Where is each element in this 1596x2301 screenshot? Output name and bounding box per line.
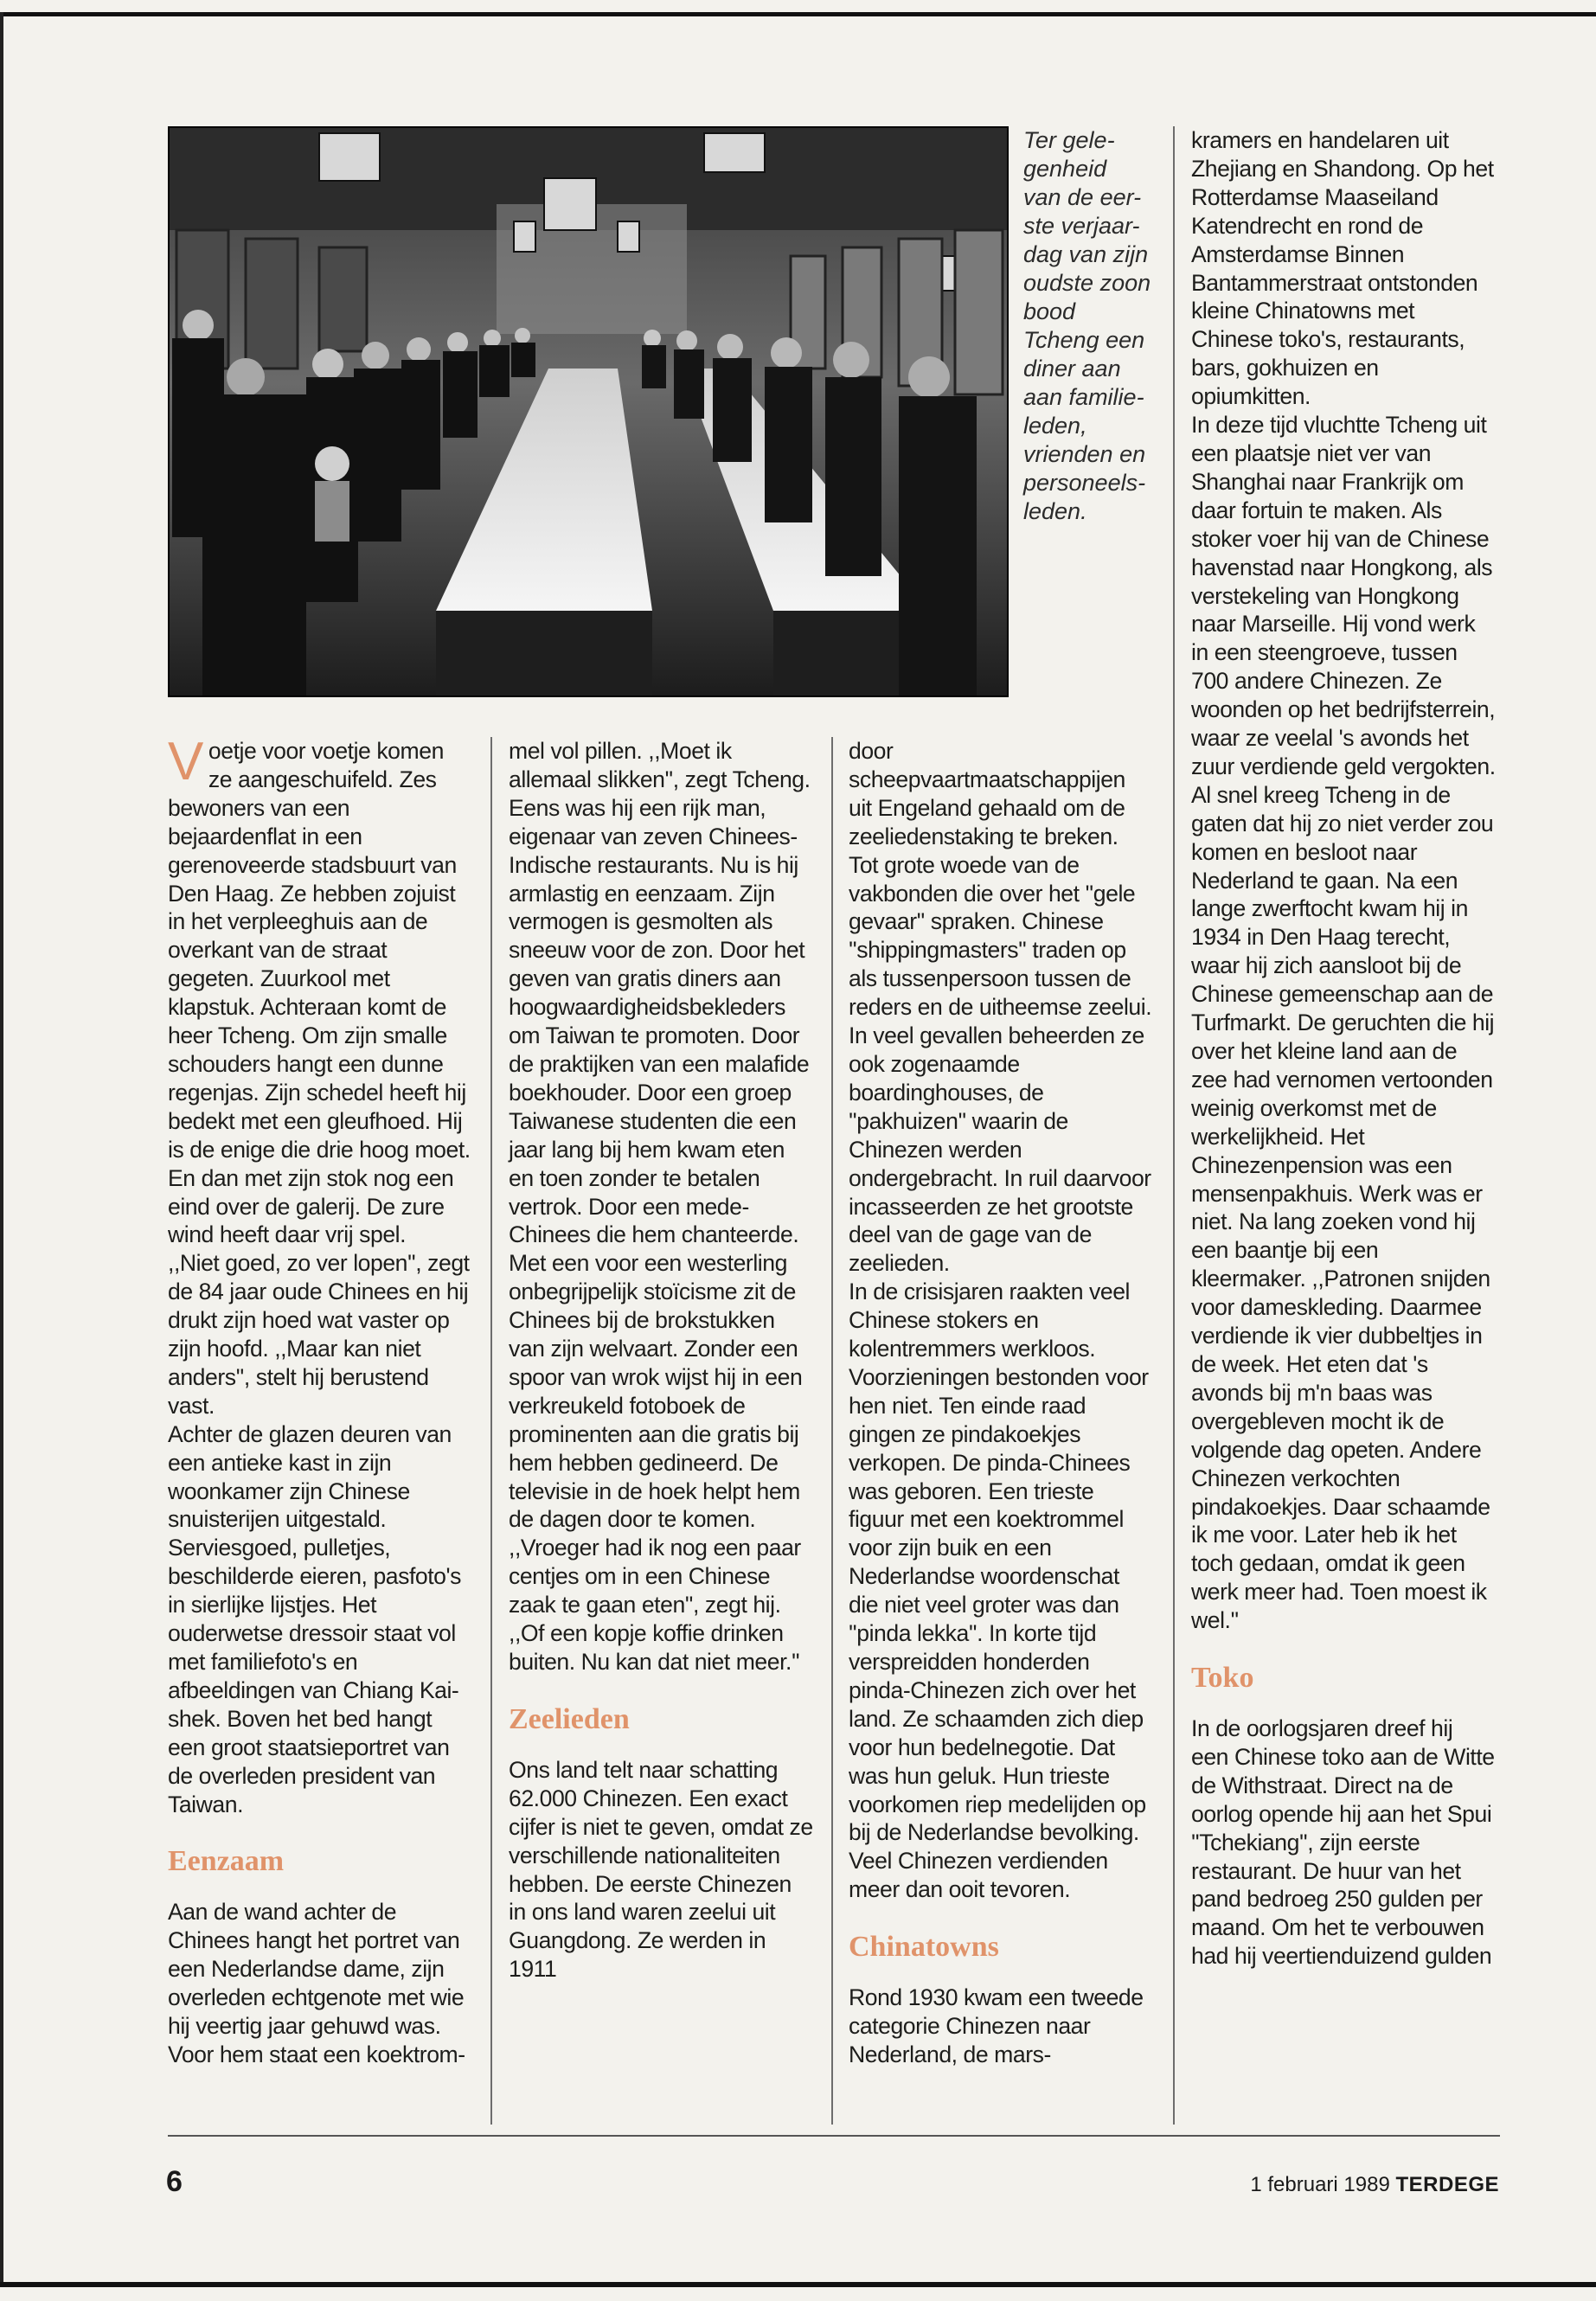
section-heading: Toko xyxy=(1191,1662,1254,1695)
paragraph: Met een voor een westerling onbegrijpelijk stoïcisme zit de Chinees bij de brokstukken van zijn welvaart. Zonder een spoor van wrok wijst hij in een verkreukeld fotoboek de prominenten aan die gratis bij hem hebben gedineerd. De televisie in de hoek helpt hem de dagen door te komen. ,,Vroeger had ik nog een paar centjes om in een Chinese zaak te gaan eten'', zegt hij. ,,Of een kopje koffie drinken buiten. Nu kan dat niet meer.'' xyxy=(509,1250,803,1675)
article-column-1 xyxy=(168,732,472,2069)
article-column-3 xyxy=(849,737,1153,2069)
paragraph: In deze tijd vluchtte Tcheng uit een plaatsje niet ver van Shanghai naar Frankrijk om daar fortuin te maken. Als stoker voer hij van de Chinese havenstad naar Hongkong, als verstekeling van Hongkong naar Marseille. Hij vond werk in een steengroeve, tussen 700 andere Chinezen. Ze woonden op het bedrijfsterrein, waar ze veelal 's avonds het zuur verdiende geld vergokten. xyxy=(1191,412,1496,779)
paragraph: In de crisisjaren raakten veel Chinese stokers en kolentremmers werkloos. Voorzieningen bestonden voor hen niet. Ten einde raad gingen ze pindakoekjes verkopen. De pinda-Chinees was geboren. Een trieste figuur met een koektrommel voor zijn buik en een Nederlandse woordenschat die niet veel groter was dan ''pinda lekka''. In korte tijd verspreidden honderden pinda-Chinezen zich over het land. Ze schaamden zich diep voor hun bedelnegotie. Dat was hun geluk. Hun trieste voorkomen riep medelijden op bij de Nederlandse bevolking. Veel Chinezen verdienden meer dan ooit tevoren. xyxy=(849,1279,1149,1903)
footer-rule xyxy=(168,2135,1500,2137)
article-column-4 xyxy=(1191,126,1496,1971)
banquet-photo-image xyxy=(168,126,1009,697)
issue-date: 1 februari 1989 xyxy=(1250,2173,1390,2196)
column-divider xyxy=(1173,126,1175,2125)
section-heading: Eenzaam xyxy=(168,1845,285,1878)
paragraph: Aan de wand achter de Chinees hangt het portret van een Nederlandse dame, zijn overleden echtgenote met wie hij veertig jaar gehuwd was. Voor hem staat een koektrom- xyxy=(168,1899,465,2067)
paragraph: door scheepvaartmaatschappijen uit Engeland gehaald om de zeeliedenstaking te breken. Tot grote woede van de vakbonden die over het ''gele gevaar'' spraken. Chinese ''shippingmasters'' traden op als tussenpersoon tussen de reders en de uitheemse zeelui. In veel gevallen beheerden ze ook zogenaamde boardinghouses, de ''pakhuizen'' waarin de Chinezen werden ondergebracht. In ruil daarvoor incasseerden ze het grootste deel van de gage van de zeelieden. xyxy=(849,738,1152,1277)
issue-info xyxy=(1250,2173,1499,2197)
column-divider xyxy=(490,737,492,2125)
magazine-name: TERDEGE xyxy=(1395,2173,1499,2196)
paragraph: Al snel kreeg Tcheng in de gaten dat hij zo niet verder zou komen en besloot naar Nederland te gaan. Na een lange zwerftocht kwam hij in 1934 in Den Haag terecht, waar hij zich aansloot bij de Chinese gemeenschap aan de Turfmarkt. De geruchten die hij over het kleine land aan de zee had vernomen vertoonden weinig overkomst met de werkelijkheid. Het Chinezenpension was een mensenpakhuis. Werk was er niet. Na lang zoeken vond hij een baantje bij een kleermaker. ,,Patronen snijden voor dameskleding. Daarmee verdiende ik vier dubbeltjes in de week. Het eten dat 's avonds bij m'n baas was overgebleven mocht ik de volgende dag opeten. Andere Chinezen verkochten pindakoekjes. Daar schaamde ik me voor. Later heb ik het toch gedaan, omdat ik geen werk meer had. Toen moest ik wel.'' xyxy=(1191,781,1495,1634)
drop-cap: V xyxy=(168,732,203,792)
section-heading: Chinatowns xyxy=(849,1931,999,1964)
banquet-photo xyxy=(168,126,1009,697)
section-heading: Zeelieden xyxy=(509,1702,630,1735)
paragraph: Achter de glazen deuren van een antieke kast in zijn woonkamer zijn Chinese snuisterijen uitgestald. Serviesgoed, pulletjes, beschilderde eieren, pasfoto's in sierlijke lijstjes. Het ouderwetse dressoir staat vol met familiefoto's en afbeeldingen van Chiang Kai-shek. Boven het bed hangt een groot staatsieportret van de overleden president van Taiwan. xyxy=(168,1420,461,1817)
paragraph: Ons land telt naar schatting 62.000 Chinezen. Een exact cijfer is niet te geven, omdat ze verschillende nationaliteiten hebben. De eerste Chinezen in ons land waren zeelui uit Guangdong. Ze werden in 1911 xyxy=(509,1756,813,1983)
left-border xyxy=(0,12,3,2287)
paragraph: In de oorlogsjaren dreef hij een Chinese toko aan de Witte de Withstraat. Direct na de oorlog opende hij aan het Spui ''Tchekiang'', zijn eerste restaurant. De huur van het pand bedroeg 250 gulden per maand. Om het te verbouwen had hij veertienduizend gulden xyxy=(1191,1715,1495,1970)
paragraph: ,,Niet goed, zo ver lopen'', zegt de 84 jaar oude Chinees en hij drukt zijn hoed wat vaster op zijn hoofd. ,,Maar kan niet anders'', stelt hij berustend vast. xyxy=(168,1250,470,1419)
photo-caption: Ter gele- genheid van de eer- ste verjaar- dag van zijn oudste zoon bood Tcheng een diner aan aan familie- leden, vrienden en personeels- leden. xyxy=(1023,127,1151,524)
page-number: 6 xyxy=(166,2165,183,2198)
paragraph: Rond 1930 kwam een tweede categorie Chinezen naar Nederland, de mars- xyxy=(849,1984,1144,2067)
paragraph: mel vol pillen. ,,Moet ik allemaal slikken'', zegt Tcheng. Eens was hij een rijk man, eigenaar van zeven Chinees-Indische restaurants. Nu is hij armlastig en eenzaam. Zijn vermogen is gesmolten als sneeuw voor de zon. Door het geven van gratis diners aan hoogwaardigheidsbekleders om Taiwan te promoten. Door de praktijken van een malafide boekhouder. Door een groep Taiwanese studenten die een jaar lang bij hem kwam eten en toen zonder te betalen vertrok. Door een mede-Chinees die hem chanteerde. xyxy=(509,738,811,1248)
paragraph: oetje voor voetje komen ze aangeschuifeld. Zes bewoners van een bejaardenflat in een gerenoveerde stadsbuurt van Den Haag. Ze hebben zojuist in het verpleeghuis aan de overkant van de straat gegeten. Zuurkool met klapstuk. Achteraan komt de heer Tcheng. Om zijn smalle schouders hangt een dunne regenjas. Zijn schedel heeft hij bedekt met een gleufhoed. Hij is de enige die drie hoog moet. En dan met zijn stok nog een eind over de galerij. De zure wind heeft daar vrij spel. xyxy=(168,738,471,1248)
column-divider xyxy=(831,737,833,2125)
top-border xyxy=(0,12,1596,16)
paragraph: kramers en handelaren uit Zhejiang en Shandong. Op het Rotterdamse Maaseiland Katendrecht en rond de Amsterdamse Binnen Bantammerstraat ontstonden kleine Chinatowns met Chinese toko's, restaurants, bars, gokhuizen en opiumkitten. xyxy=(1191,127,1494,410)
article-column-2 xyxy=(509,737,813,1984)
bottom-border xyxy=(0,2282,1596,2287)
